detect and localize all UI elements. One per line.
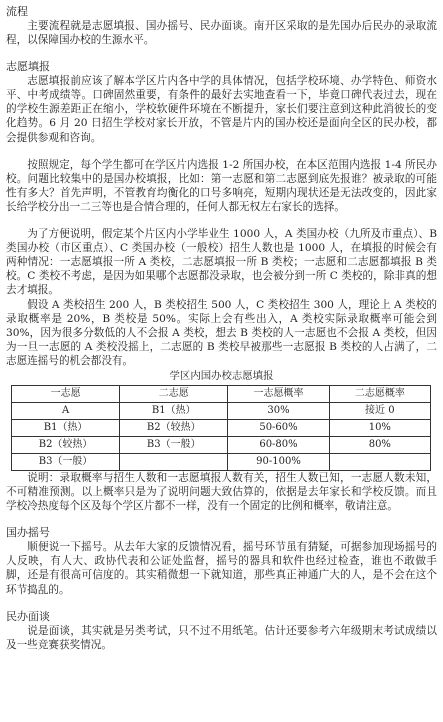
table-cell: B1（热） <box>120 402 228 419</box>
volunteer-paragraph-2: 按照规定，每个学生都可在学区片内选报 1-2 所国办校，在本区范围内选报 1-4 所民办校。问题比较集中的是国办校填报，比如：第一志愿和第二志愿到底先报谁？被录取的可能性有多大？首先声明，不管教育均衡化的口号多响亮，短期内现状还是无法改变的，因此家长给学校分出一二三等也是合情合理的，任何人都无权左右家长的选择。 <box>6 158 437 213</box>
table-cell: 60-80% <box>228 436 329 453</box>
table-row <box>12 402 431 419</box>
table-header-row <box>12 385 431 402</box>
table-cell: A <box>12 402 120 419</box>
header-cell: 二志愿概率 <box>329 385 430 402</box>
table-row <box>12 419 431 436</box>
interview-heading: 民办面谈 <box>6 609 50 623</box>
header-cell: 一志愿概率 <box>228 385 329 402</box>
table-cell: 接近 0 <box>329 402 430 419</box>
header-cell: 二志愿 <box>120 385 228 402</box>
table-cell: B3（一般） <box>12 453 120 470</box>
table-cell <box>329 453 430 470</box>
volunteer-heading: 志愿填报 <box>6 60 50 74</box>
flow-paragraph: 主要流程就是志愿填报、国办摇号、民办面谈。南开区采取的是先国办后民办的录取流程，以保障国办校的生源水平。 <box>6 20 437 47</box>
table-cell <box>120 453 228 470</box>
table-note: 说明：录取概率与招生人数和一志愿填报人数有关，招生人数已知，一志愿人数未知，不可精准预测。以上概率只是为了说明问题大致估算的，依据是去年家长和学校反馈。而且学校冷热度每个区及每个学区片都不一样，没有一个固定的比例和概率，敬请注意。 <box>6 471 437 513</box>
table-cell: 50-60% <box>228 419 329 436</box>
volunteer-probability-table <box>11 385 431 471</box>
header-cell: 一志愿 <box>12 385 120 402</box>
table-row <box>12 453 431 470</box>
lottery-heading: 国办摇号 <box>6 526 50 540</box>
table-cell: B3（一般） <box>120 436 228 453</box>
table-caption: 学区内国办校志愿填报 <box>169 369 274 382</box>
volunteer-paragraph-3: 为了方便说明，假定某个片区内小学毕业生 1000 人，A 类国办校（九所及市重点）、B 类国办校（市区重点）、C 类国办校（一般校）招生人数也是 1000 人，在填报的时候会有两种情况：一志愿填报一所 A 类校，二志愿填报一所 B 类校；一志愿和二志愿都填报 B 类校。C 类校不考虑，是因为如果哪个志愿都没录取，也会被分到一所 C 类校的，除非真的想去才填报。 <box>6 228 437 297</box>
flow-heading: 流程 <box>6 5 28 18</box>
volunteer-paragraph-4: 假设 A 类校招生 200 人，B 类校招生 500 人，C 类校招生 300 人，理论上 A 类校的录取概率是 20%，B 类校是 50%。实际上会有些出入，A 类校实际录取概率可能会到 30%，因为很多分数低的人不会报 A 类校，想去 B 类校的人一志愿也不会报 A 类校，但因为一旦一志愿的 A 类校没摇上，二志愿的 B 类校早被那些一志愿报 B 类校的人占满了，二志愿连摇号的机会都没有。 <box>6 298 437 367</box>
table-cell: 80% <box>329 436 430 453</box>
table-cell: B2（较热） <box>120 419 228 436</box>
lottery-paragraph: 顺便说一下摇号。从去年大家的反馈情况看，摇号环节虽有猜疑，可据参加现场摇号的人反映，有人大、政协代表和公证处监督，摇号的器具和软件也经过检查，谁也不敢做手脚，还是有很高可信度的。其实稍微想一下就知道，那些真正神通广大的人，是不会在这个环节捣乱的。 <box>6 541 437 596</box>
table-cell: B2（较热） <box>12 436 120 453</box>
interview-paragraph: 说是面谈，其实就是另类考试，只不过不用纸笔。估计还要参考六年级期末考试成绩以及一些竞赛获奖情况。 <box>6 624 437 651</box>
volunteer-paragraph-1: 志愿填报前应该了解本学区片内各中学的具体情况，包括学校环境、办学特色、师资水平、中考成绩等。口碑固然重要，有条件的最好去实地查看一下，毕竟口碑代表过去，现在的学校生源差距正在缩小，学校软硬件环境在不断提升，家长们要注意到这种此消彼长的变化趋势。6 月 20 日招生学校对家长开放，不管是片内的国办校还是面向全区的民办校，都会提供参观和咨询。 <box>6 75 437 144</box>
table-cell: B1（热） <box>12 419 120 436</box>
table-cell: 30% <box>228 402 329 419</box>
table-cell: 90-100% <box>228 453 329 470</box>
table-cell: 10% <box>329 419 430 436</box>
table-row <box>12 436 431 453</box>
